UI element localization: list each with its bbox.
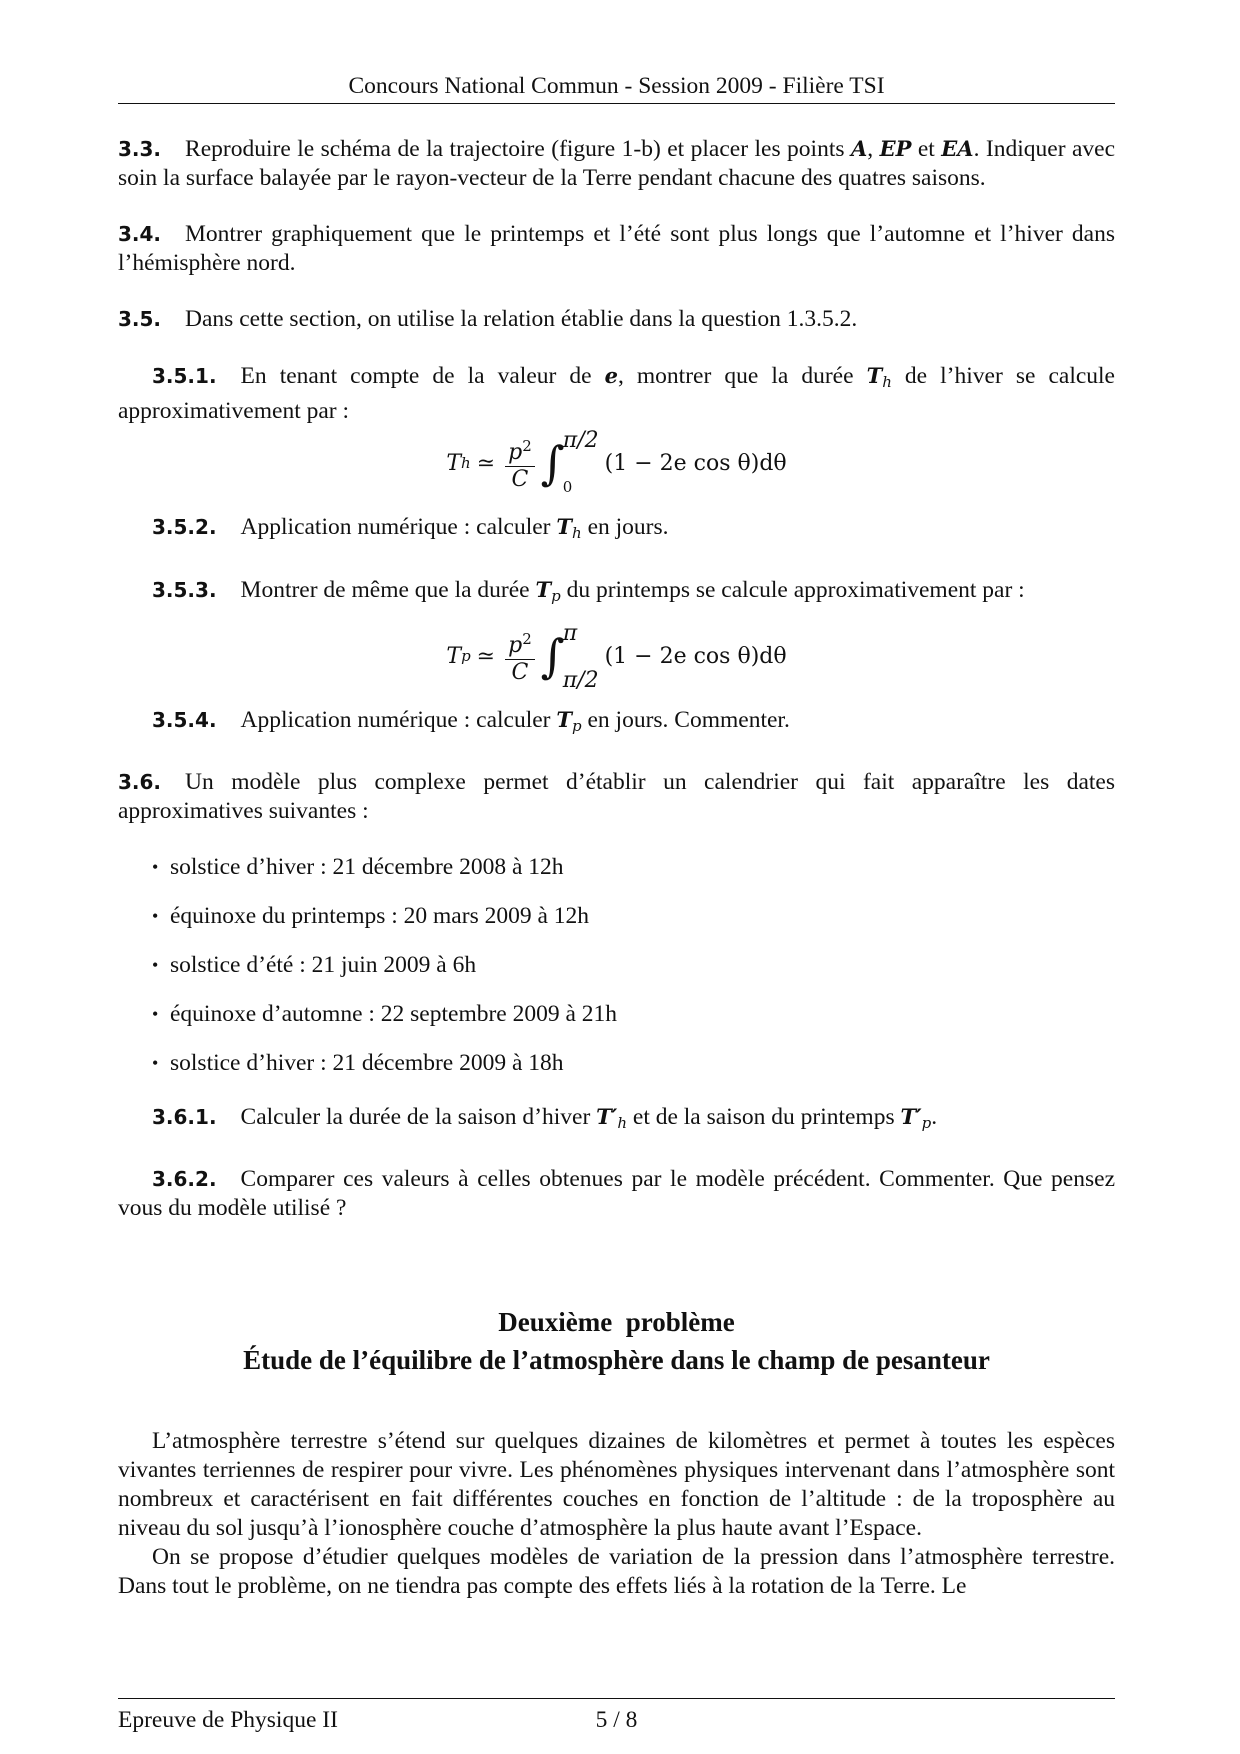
page-content	[118, 134, 1115, 1601]
problem-title	[118, 1303, 1115, 1379]
question-number: 3.5.3.	[152, 578, 217, 602]
question-3-5-1: 3.5.1. En tenant compte de la valeur de e, montrer que la durée $T_h$ de l’hiver se calcule approximativement par :	[118, 363, 1115, 424]
point-ep: EP	[879, 136, 912, 161]
list-item: • solstice d’été : 21 juin 2009 à 6h	[152, 951, 1115, 980]
dates-list	[118, 853, 1115, 1078]
question-number: 3.5.1.	[152, 364, 217, 388]
question-number: 3.6.1.	[152, 1105, 217, 1129]
fraction: $\frac{p^2}{C}$	[505, 626, 535, 686]
list-item: • équinoxe d’automne : 22 septembre 2009 à 21h	[152, 1000, 1115, 1029]
question-3-5-2: 3.5.2. Application numérique : calculer $T_h$ en jours.	[152, 514, 669, 542]
footer-exam-name: Epreuve de Physique II	[118, 1707, 338, 1733]
integral: ∫ π/2 0	[540, 428, 599, 496]
point-a: A	[850, 136, 868, 161]
page-number: 5 / 8	[595, 1707, 638, 1733]
problem-heading: Deuxième problème	[498, 1307, 735, 1337]
question-number: 3.6.2.	[152, 1167, 217, 1191]
question-3-6-2: 3.6.2. Comparer ces valeurs à celles obtenues par le modèle précédent. Commenter. Que pensez vous du modèle utilisé ?	[118, 1166, 1115, 1221]
question-number: 3.5.4.	[152, 708, 217, 732]
intro-paragraph-2: On se propose d’étudier quelques modèles de variation de la pression dans l’atmosphère terrestre. Dans tout le problème, on ne tiendra pas compte des effets liés à la rotation de la Terre. Le	[118, 1544, 1115, 1599]
equation-winter-duration: T h ≃ $\frac{p^2}{C}$ ∫ π/2 0 (1 − 2e cos θ)dθ	[446, 428, 787, 496]
question-3-4: 3.4. Montrer graphiquement que le printemps et l’été sont plus longs que l’automne et l’hiver dans l’hémisphère nord.	[118, 221, 1115, 276]
question-3-5-3: 3.5.3. Montrer de même que la durée $T_p$ du printemps se calcule approximativement par :	[152, 577, 1025, 605]
equation-spring-duration: T p ≃ $\frac{p^2}{C}$ ∫ π π/2 (1 − 2e cos θ)dθ	[446, 621, 787, 693]
question-3-6: 3.6. Un modèle plus complexe permet d’établir un calendrier qui fait apparaître les dates approximatives suivantes :	[118, 769, 1115, 824]
question-number: 3.5.	[118, 307, 162, 331]
list-item: • équinoxe du printemps : 20 mars 2009 à 12h	[152, 902, 1115, 931]
question-3-5: 3.5. Dans cette section, on utilise la relation établie dans la question 1.3.5.2.	[118, 306, 858, 332]
question-3-5-4: 3.5.4. Application numérique : calculer $T_p$ en jours. Commenter.	[152, 707, 790, 735]
point-ea: EA	[941, 136, 974, 161]
question-number: 3.5.2.	[152, 515, 217, 539]
page-header: Concours National Commun - Session 2009 - Filière TSI	[348, 73, 885, 99]
list-item: • solstice d’hiver : 21 décembre 2008 à 12h	[152, 853, 1115, 882]
question-number: 3.4.	[118, 222, 162, 246]
header-rule	[118, 103, 1115, 104]
fraction: $\frac{p^2}{C}$	[505, 433, 535, 493]
problem-subtitle: Étude de l’équilibre de l’atmosphère dans le champ de pesanteur	[243, 1345, 990, 1375]
question-3-6-1: 3.6.1. Calculer la durée de la saison d’hiver $T'_h$ et de la saison du printemps $T'_p$.	[152, 1104, 938, 1132]
list-item: • solstice d’hiver : 21 décembre 2009 à 18h	[152, 1049, 1115, 1078]
question-number: 3.3.	[118, 137, 162, 161]
question-number: 3.6.	[118, 770, 162, 794]
question-3-3: 3.3. Reproduire le schéma de la trajectoire (figure 1-b) et placer les points A, EP et EA. Indiquer avec soin la surface balayée par le rayon-vecteur de la Terre pendant chacune des quatres saisons.	[118, 136, 1116, 191]
integral: ∫ π π/2	[540, 621, 599, 693]
footer-rule	[118, 1698, 1115, 1699]
intro-paragraph-1: L’atmosphère terrestre s’étend sur quelques dizaines de kilomètres et permet à toutes les espèces vivantes terriennes de respirer pour vivre. Les phénomènes physiques intervenant dans l’atmosphère sont nombreux et caractérisent en fait différentes couches en fonction de l’altitude : de la troposphère au niveau du sol jusqu’à l’ionosphère couche d’atmosphère la plus haute avant l’Espace.	[118, 1428, 1115, 1541]
